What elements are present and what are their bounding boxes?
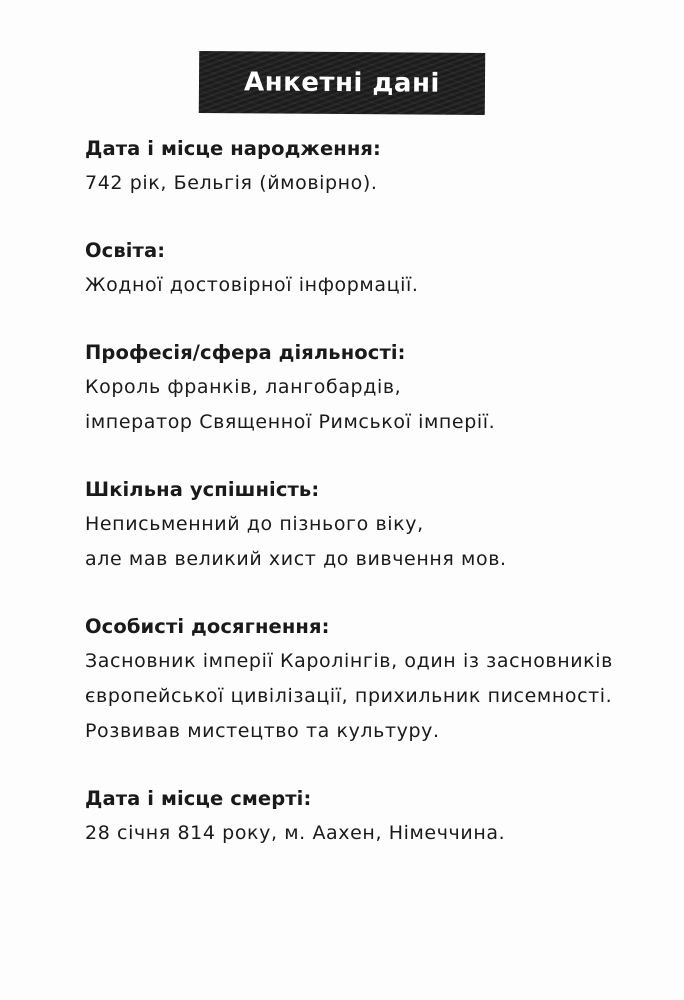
section-text: європейської цивілізації, прихильник писемності. [85, 685, 613, 707]
section-text: 28 січня 814 року, м. Аахен, Німеччина. [85, 822, 506, 844]
section-text: 742 рік, Бельгія (ймовірно). [85, 172, 378, 194]
section-text: імператор Священної Римської імперії. [85, 411, 496, 433]
section-death [85, 782, 655, 851]
section-text: Король франків, лангобардів, [85, 376, 402, 398]
section-text: Неписьменний до пізнього віку, [85, 513, 424, 535]
section-heading: Дата і місце смерті: [85, 787, 312, 810]
section-heading: Шкільна успішність: [85, 478, 320, 501]
section-heading: Особисті досягнення: [85, 615, 330, 638]
section-text: але мав великий хист до вивчення мов. [85, 548, 507, 570]
section-school [85, 473, 655, 577]
title-banner [199, 51, 485, 115]
section-text: Жодної достовірної інформації. [85, 274, 419, 296]
section-text: Засновник імперії Каролінгів, один із засновників [85, 650, 613, 672]
section-heading: Освіта: [85, 239, 166, 262]
profile-content [85, 132, 655, 851]
section-heading: Професія/сфера діяльності: [85, 341, 406, 364]
section-achievements [85, 610, 655, 749]
page-title: Анкетні дані [243, 67, 440, 99]
section-birth [85, 132, 655, 201]
section-education [85, 234, 655, 303]
section-text: Розвивав мистецтво та культуру. [85, 720, 440, 742]
section-heading: Дата і місце народження: [85, 137, 381, 160]
section-profession [85, 336, 655, 440]
